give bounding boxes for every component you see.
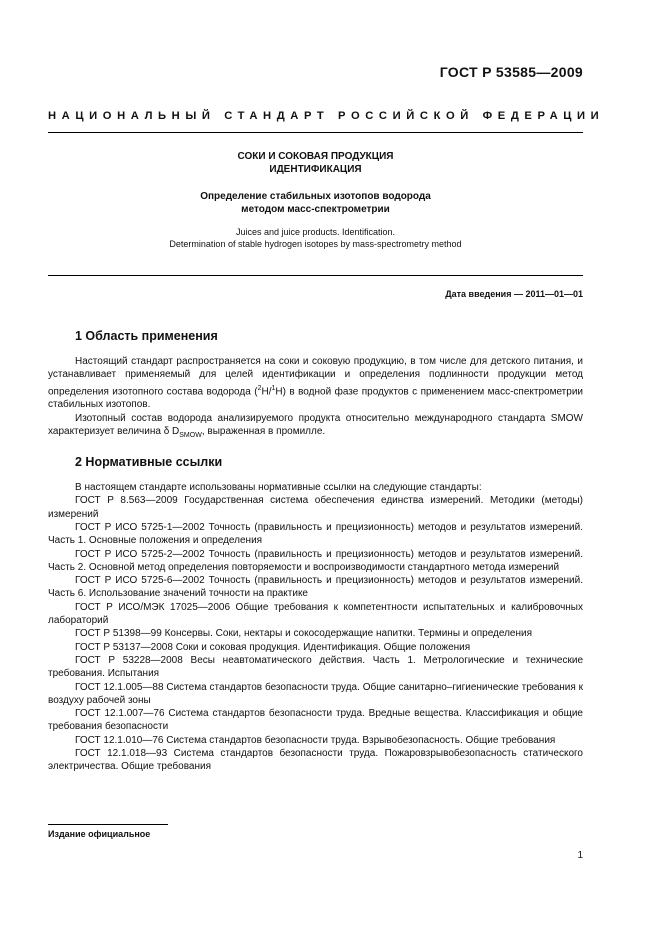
reference-paragraph: ГОСТ Р ИСО/МЭК 17025—2006 Общие требования к компетентности испытательных и калибровочных лабораторий	[48, 601, 583, 627]
section-1-heading: 1 Область применения	[75, 329, 218, 343]
reference-paragraph: ГОСТ 12.1.007—76 Система стандартов безопасности труда. Вредные вещества. Классификация и общие требования безопасности	[48, 708, 583, 733]
s1p1-text-a: Настоящий стандарт распространяется на соки и соковую продукцию, в том числе для детского питания, и устанавливает применяемый для целей идентификации и определения подлинности продукции метод определения изотопного состава водорода (	[48, 356, 583, 397]
reference-paragraph: ГОСТ 12.1.018—93 Система стандартов безопасности труда. Пожаровзрывобезопасность статического электричества. Общие требования	[48, 748, 583, 773]
reference-paragraph: ГОСТ Р 53137—2008 Соки и соковая продукция. Идентификация. Общие положения	[75, 641, 471, 653]
reference-paragraph: ГОСТ Р ИСО 5725-6—2002 Точность (правильность и прецизионность) методов и результатов измерений. Часть 6. Использование значений точности на практике	[48, 575, 583, 600]
s1p1-text-c: H) в водной фазе продуктов с применением масс-спектрометрии стабильных изотопов.	[48, 385, 583, 411]
section-2-heading: 2 Нормативные ссылки	[75, 455, 223, 470]
s1p2-text-a: Изотопный состав водорода анализируемого продукта относительно международного стандарта SMOW характеризует величина δ D	[48, 412, 583, 437]
reference-paragraph: ГОСТ Р 51398—99 Консервы. Соки, нектары и сокосодержащие напитки. Термины и определения	[75, 628, 533, 640]
reference-paragraph: ГОСТ Р 8.563—2009 Государственная система обеспечения единства измерений. Методики (методы) измерений	[48, 495, 583, 520]
official-edition-label: Издание официальное	[48, 829, 151, 839]
document-number: ГОСТ Р 53585—2009	[439, 64, 583, 80]
subtitle-line-1: Определение стабильных изотопов водорода	[200, 191, 431, 202]
page-number: 1	[577, 850, 583, 861]
reference-paragraph: В настоящем стандарте использованы нормативные ссылки на следующие стандарты:	[75, 482, 482, 494]
document-body	[48, 328, 583, 774]
title-block	[48, 150, 583, 250]
reference-paragraph: ГОСТ 12.1.005—88 Система стандартов безопасности труда. Общие санитарно–гигиенические требования к воздуху рабочей зоны	[48, 681, 583, 706]
title-ru-line-1: СОКИ И СОКОВАЯ ПРОДУКЦИЯ	[237, 151, 394, 162]
s1p1-text-b: H/	[261, 385, 272, 397]
s1p2-text-b: , выраженная в промилле.	[201, 425, 326, 437]
section-1-paragraph-2	[48, 412, 583, 443]
reference-paragraph: ГОСТ Р ИСО 5725-1—2002 Точность (правильность и прецизионность) методов и результатов измерений. Часть 1. Основные положения и определения	[48, 522, 583, 547]
s1p1-sup-2: 1	[271, 384, 276, 392]
middle-divider	[48, 275, 583, 276]
s1p2-sub: SMOW	[179, 431, 202, 439]
title-ru-line-2: ИДЕНТИФИКАЦИЯ	[269, 164, 362, 175]
reference-paragraph: ГОСТ Р 53228—2008 Весы неавтоматического действия. Часть 1. Метрологические и технические требования. Испытания	[48, 654, 583, 680]
title-en-line-1: Juices and juice products. Identification.	[235, 227, 396, 237]
footer-divider	[48, 824, 168, 825]
reference-paragraph: ГОСТ Р ИСО 5725-2—2002 Точность (правильность и прецизионность) методов и результатов измерений. Часть 2. Основной метод определения повторяемости и воспроизводимости стандартного метода измерений	[48, 548, 583, 573]
title-en-line-2: Determination of stable hydrogen isotopes by mass-spectrometry method	[169, 239, 462, 249]
national-standard-banner: НАЦИОНАЛЬНЫЙ СТАНДАРТ РОССИЙСКОЙ ФЕДЕРАЦИИ	[48, 110, 605, 122]
introduction-date: Дата введения — 2011—01—01	[445, 289, 583, 299]
top-divider	[48, 132, 583, 133]
section-1-paragraph-1	[48, 355, 583, 412]
reference-paragraph: ГОСТ 12.1.010—76 Система стандартов безопасности труда. Взрывобезопасность. Общие требования	[75, 734, 556, 746]
s1p1-sup-1: 2	[257, 384, 262, 392]
subtitle-line-2: методом масс-спектрометрии	[241, 204, 390, 215]
